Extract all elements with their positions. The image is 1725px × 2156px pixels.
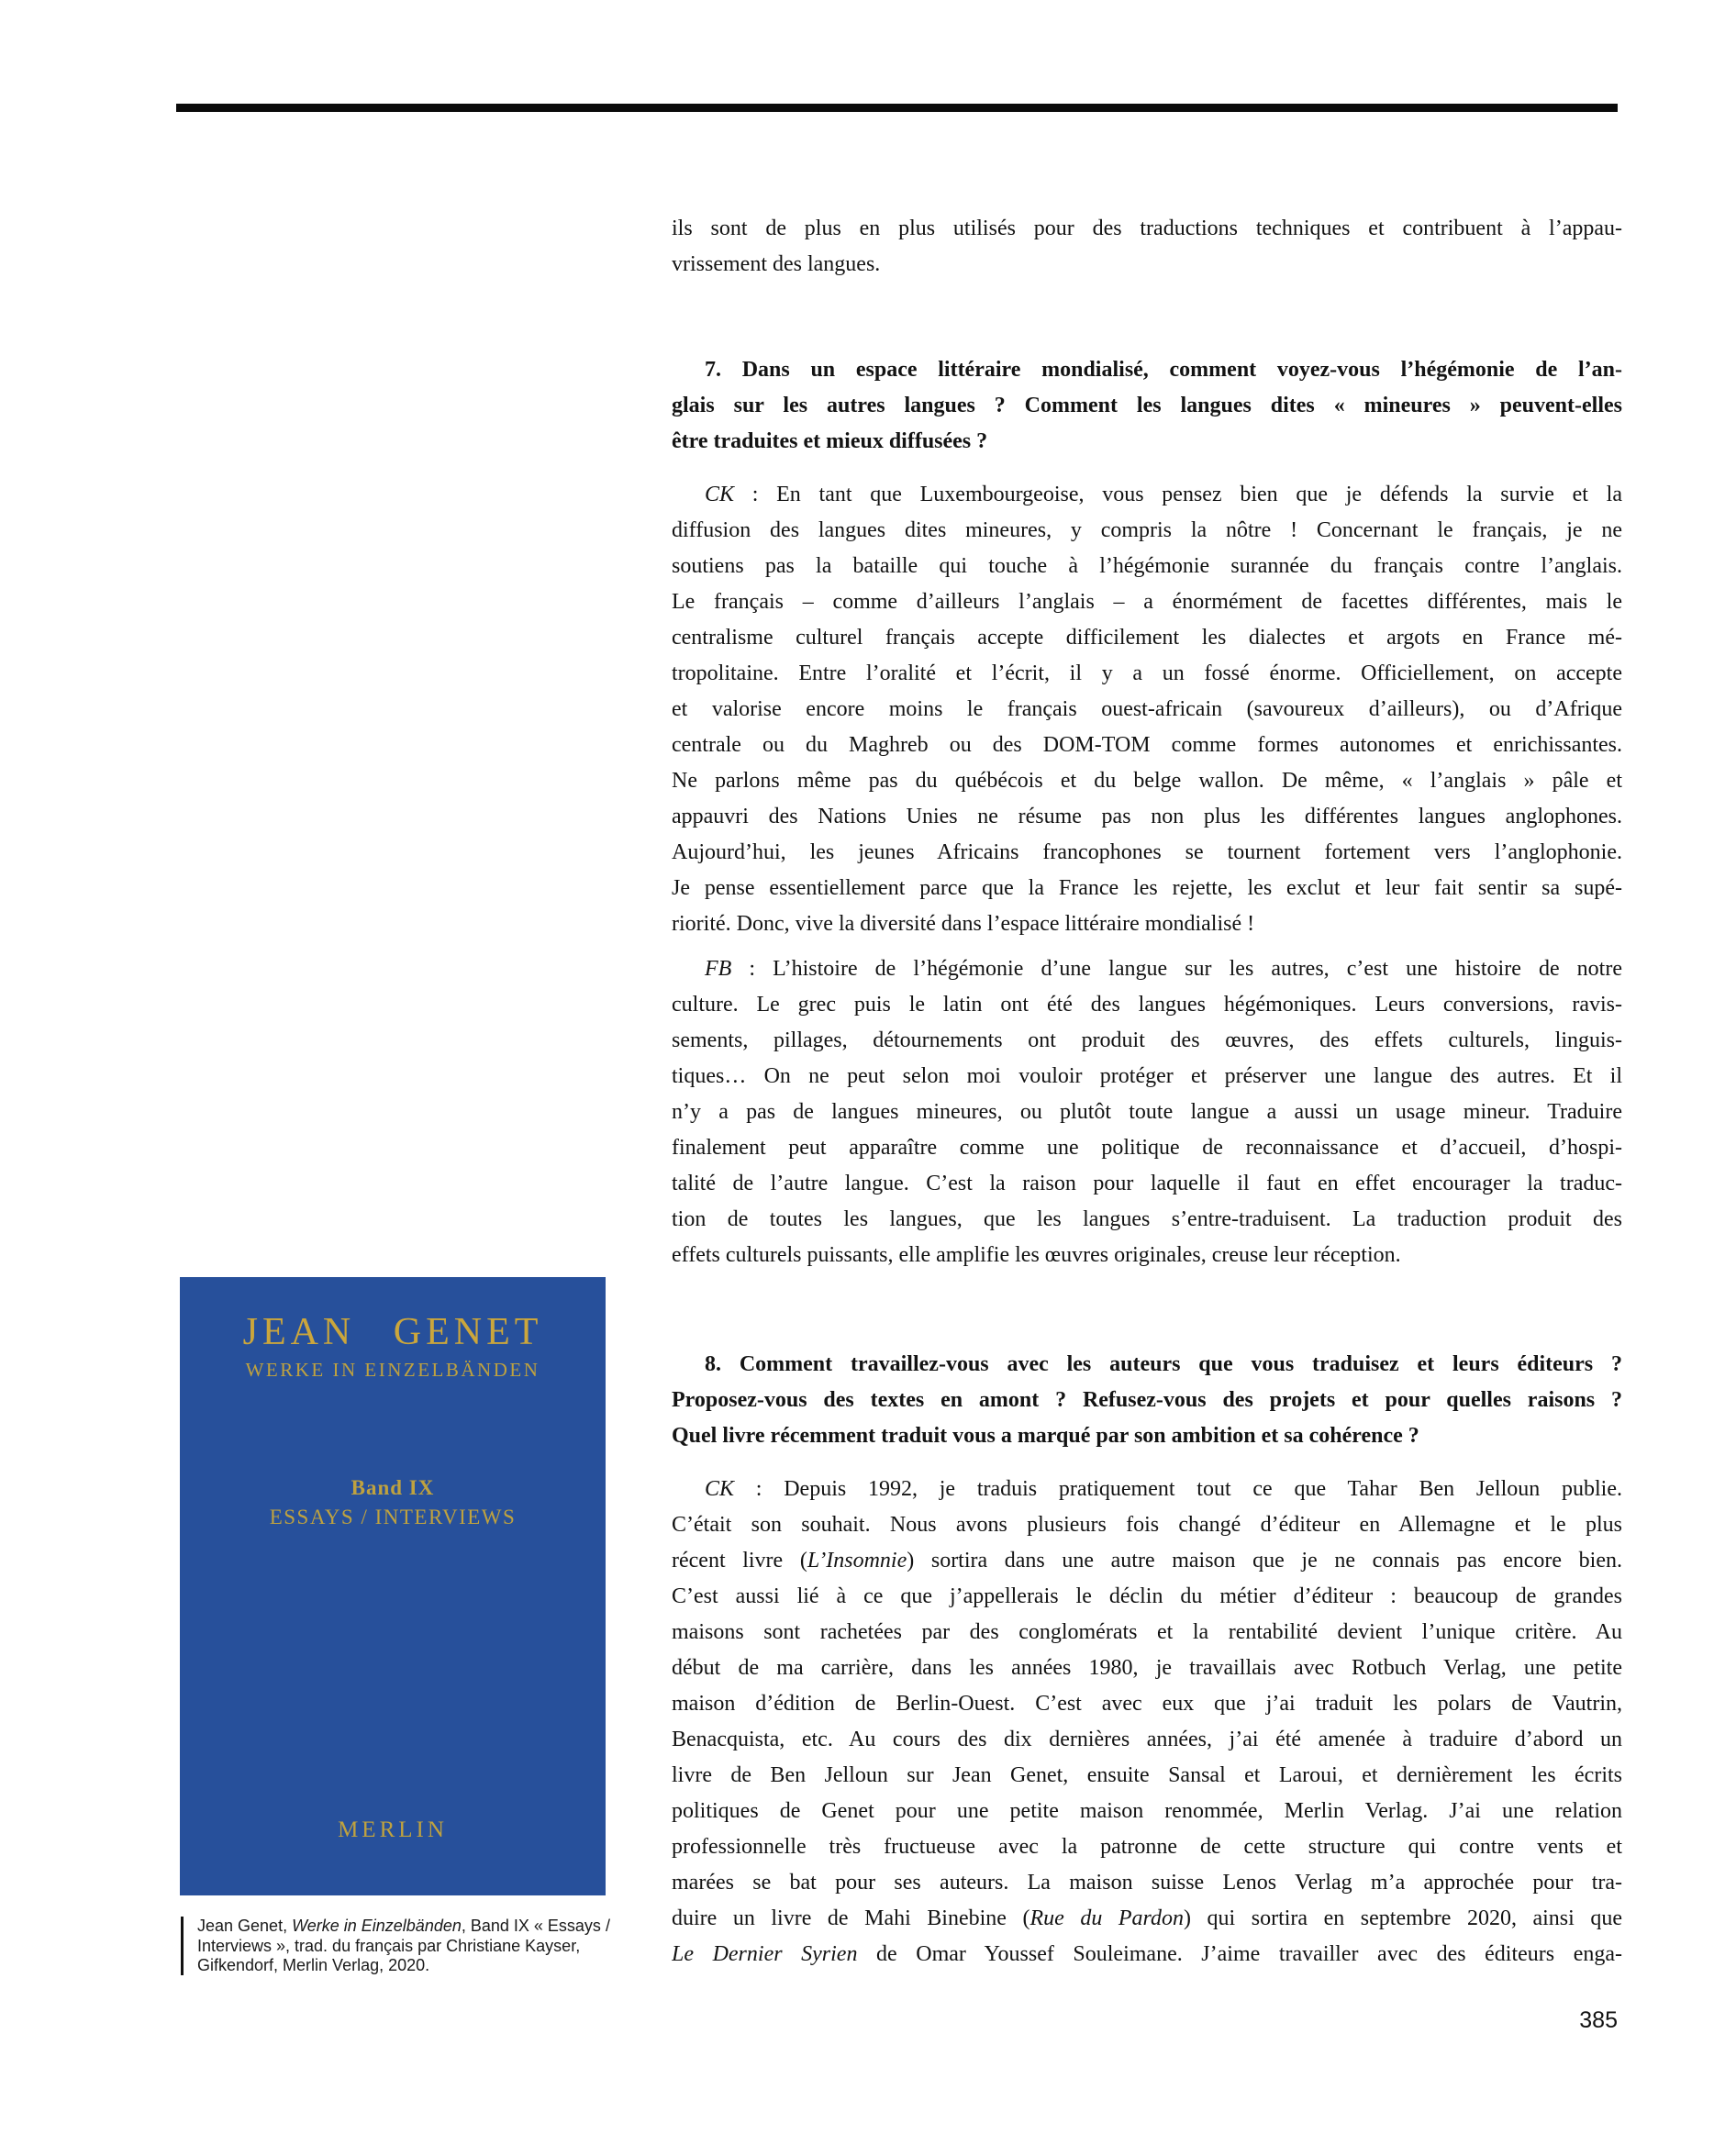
text-line: marées se bat pour ses auteurs. La maison suisse Lenos Verlag m’a approchée pour tra-: [672, 1871, 1622, 1895]
text-line: glais sur les autres langues ? Comment les langues dites « mineures » peuvent-elles: [672, 394, 1622, 417]
text-line: Le français – comme d’ailleurs l’anglais – a énormément de facettes différentes, mais le: [672, 590, 1622, 614]
text-line: livre de Ben Jelloun sur Jean Genet, ensuite Sansal et Laroui, et dernièrement les écrits: [672, 1763, 1622, 1787]
text-line: Interviews », trad. du français par Christiane Kayser,: [197, 1936, 581, 1955]
text-line: Benacquista, etc. Au cours des dix dernières années, j’ai été amenée à traduire d’abord un: [672, 1728, 1622, 1751]
text-line: ils sont de plus en plus utilisés pour des traductions techniques et contribuent à l’appau-: [672, 217, 1622, 240]
fb-answer-q7: [672, 951, 1622, 1273]
cover-volume: Band IX: [351, 1476, 435, 1499]
text-line: effets culturels puissants, elle amplifie les œuvres originales, creuse leur réception.: [672, 1243, 1401, 1267]
text-line: CK : Depuis 1992, je traduis pratiquement tout ce que Tahar Ben Jelloun publie.: [705, 1477, 1622, 1501]
text-line: 8. Comment travaillez-vous avec les auteurs que vous traduisez et leurs éditeurs ?: [705, 1352, 1622, 1376]
cover-publisher: MERLIN: [338, 1817, 448, 1842]
text-line: Quel livre récemment traduit vous a marqué par son ambition et sa cohérence ?: [672, 1424, 1419, 1448]
text-line: récent livre (L’Insomnie) sortira dans une autre maison que je ne connais pas encore bien.: [672, 1549, 1622, 1573]
text-line: maisons sont rachetées par des conglomérats et la rentabilité devient l’unique critère. Au: [672, 1620, 1622, 1644]
top-rule: [176, 104, 1618, 112]
cover-series: WERKE IN EINZELBÄNDEN: [245, 1359, 540, 1381]
text-line: vrissement des langues.: [672, 252, 881, 276]
ck-answer-q8: [672, 1472, 1622, 1973]
text-line: centrale ou du Maghreb ou des DOM-TOM comme formes autonomes et enrichissantes.: [672, 733, 1622, 757]
text-line: sements, pillages, détournements ont produit des œuvres, des effets culturels, linguis-: [672, 1028, 1622, 1052]
cover-volume-subtitle: ESSAYS / INTERVIEWS: [269, 1506, 517, 1528]
text-line: 7. Dans un espace littéraire mondialisé, comment voyez-vous l’hégémonie de l’an-: [705, 358, 1622, 382]
book-cover: [180, 1277, 606, 1895]
text-line: CK : En tant que Luxembourgeoise, vous pensez bien que je défends la survie et la: [705, 483, 1622, 506]
text-line: Ne parlons même pas du québécois et du belge wallon. De même, « l’anglais » pâle et: [672, 769, 1622, 793]
text-line: n’y a pas de langues mineures, ou plutôt toute langue a aussi un usage mineur. Traduire: [672, 1100, 1622, 1124]
intro-paragraph: [672, 211, 1622, 283]
text-line: Proposez-vous des textes en amont ? Refusez-vous des projets et pour quelles raisons ?: [672, 1388, 1622, 1412]
figure-caption: [197, 1917, 629, 1976]
text-line: riorité. Donc, vive la diversité dans l’espace littéraire mondialisé !: [672, 912, 1255, 936]
text-line: finalement peut apparaître comme une politique de reconnaissance et d’accueil, d’hospi-: [672, 1136, 1622, 1160]
question-8-heading: [672, 1347, 1622, 1454]
text-line: centralisme culturel français accepte difficilement les dialectes et argots en France mé-: [672, 626, 1622, 650]
text-line: être traduites et mieux diffusées ?: [672, 429, 988, 453]
text-line: soutiens pas la bataille qui touche à l’hégémonie surannée du français contre l’anglais.: [672, 554, 1622, 578]
main-text-column: [672, 211, 1622, 1973]
text-line: et valorise encore moins le français ouest-africain (savoureux d’ailleurs), ou d’Afrique: [672, 697, 1622, 721]
text-line: Aujourd’hui, les jeunes Africains francophones se tournent fortement vers l’anglophonie.: [672, 840, 1622, 864]
text-line: Le Dernier Syrien de Omar Youssef Souleimane. J’aime travailler avec des éditeurs enga-: [672, 1942, 1622, 1966]
text-line: appauvri des Nations Unies ne résume pas non plus les différentes langues anglophones.: [672, 805, 1622, 828]
text-line: Gifkendorf, Merlin Verlag, 2020.: [197, 1956, 430, 1974]
page-number: 385: [1579, 2007, 1618, 2033]
text-line: C’était son souhait. Nous avons plusieurs fois changé d’éditeur en Allemagne et le plus: [672, 1513, 1622, 1537]
caption-rule: [181, 1917, 184, 1975]
question-7-heading: [672, 352, 1622, 460]
text-line: diffusion des langues dites mineures, y compris la nôtre ! Concernant le français, je ne: [672, 518, 1622, 542]
text-line: politiques de Genet pour une petite maison renommée, Merlin Verlag. J’ai une relation: [672, 1799, 1622, 1823]
cover-title: JEAN GENET: [242, 1311, 543, 1353]
ck-answer-q7: [672, 477, 1622, 942]
text-line: tiques… On ne peut selon moi vouloir protéger et préserver une langue des autres. Et il: [672, 1064, 1622, 1088]
text-line: FB : L’histoire de l’hégémonie d’une langue sur les autres, c’est une histoire de notre: [705, 957, 1622, 981]
text-line: Je pense essentiellement parce que la France les rejette, les exclut et leur fait sentir sa supé-: [672, 876, 1622, 900]
text-line: duire un livre de Mahi Binebine (Rue du Pardon) qui sortira en septembre 2020, ainsi que: [672, 1906, 1622, 1930]
text-line: tropolitaine. Entre l’oralité et l’écrit, il y a un fossé énorme. Officiellement, on accepte: [672, 661, 1622, 685]
text-line: Jean Genet, Werke in Einzelbänden, Band IX « Essays /: [197, 1917, 610, 1935]
text-line: maison d’édition de Berlin-Ouest. C’est avec eux que j’ai traduit les polars de Vautrin,: [672, 1692, 1622, 1716]
text-line: C’est aussi lié à ce que j’appellerais le déclin du métier d’éditeur : beaucoup de grandes: [672, 1584, 1622, 1608]
text-line: professionnelle très fructueuse avec la patronne de cette structure qui contre vents et: [672, 1835, 1622, 1859]
text-line: début de ma carrière, dans les années 1980, je travaillais avec Rotbuch Verlag, une petite: [672, 1656, 1622, 1680]
text-line: culture. Le grec puis le latin ont été des langues hégémoniques. Leurs conversions, ravis-: [672, 993, 1622, 1017]
text-line: tion de toutes les langues, que les langues s’entre-traduisent. La traduction produit des: [672, 1207, 1622, 1231]
text-line: talité de l’autre langue. C’est la raison pour laquelle il faut en effet encourager la traduc-: [672, 1172, 1622, 1195]
